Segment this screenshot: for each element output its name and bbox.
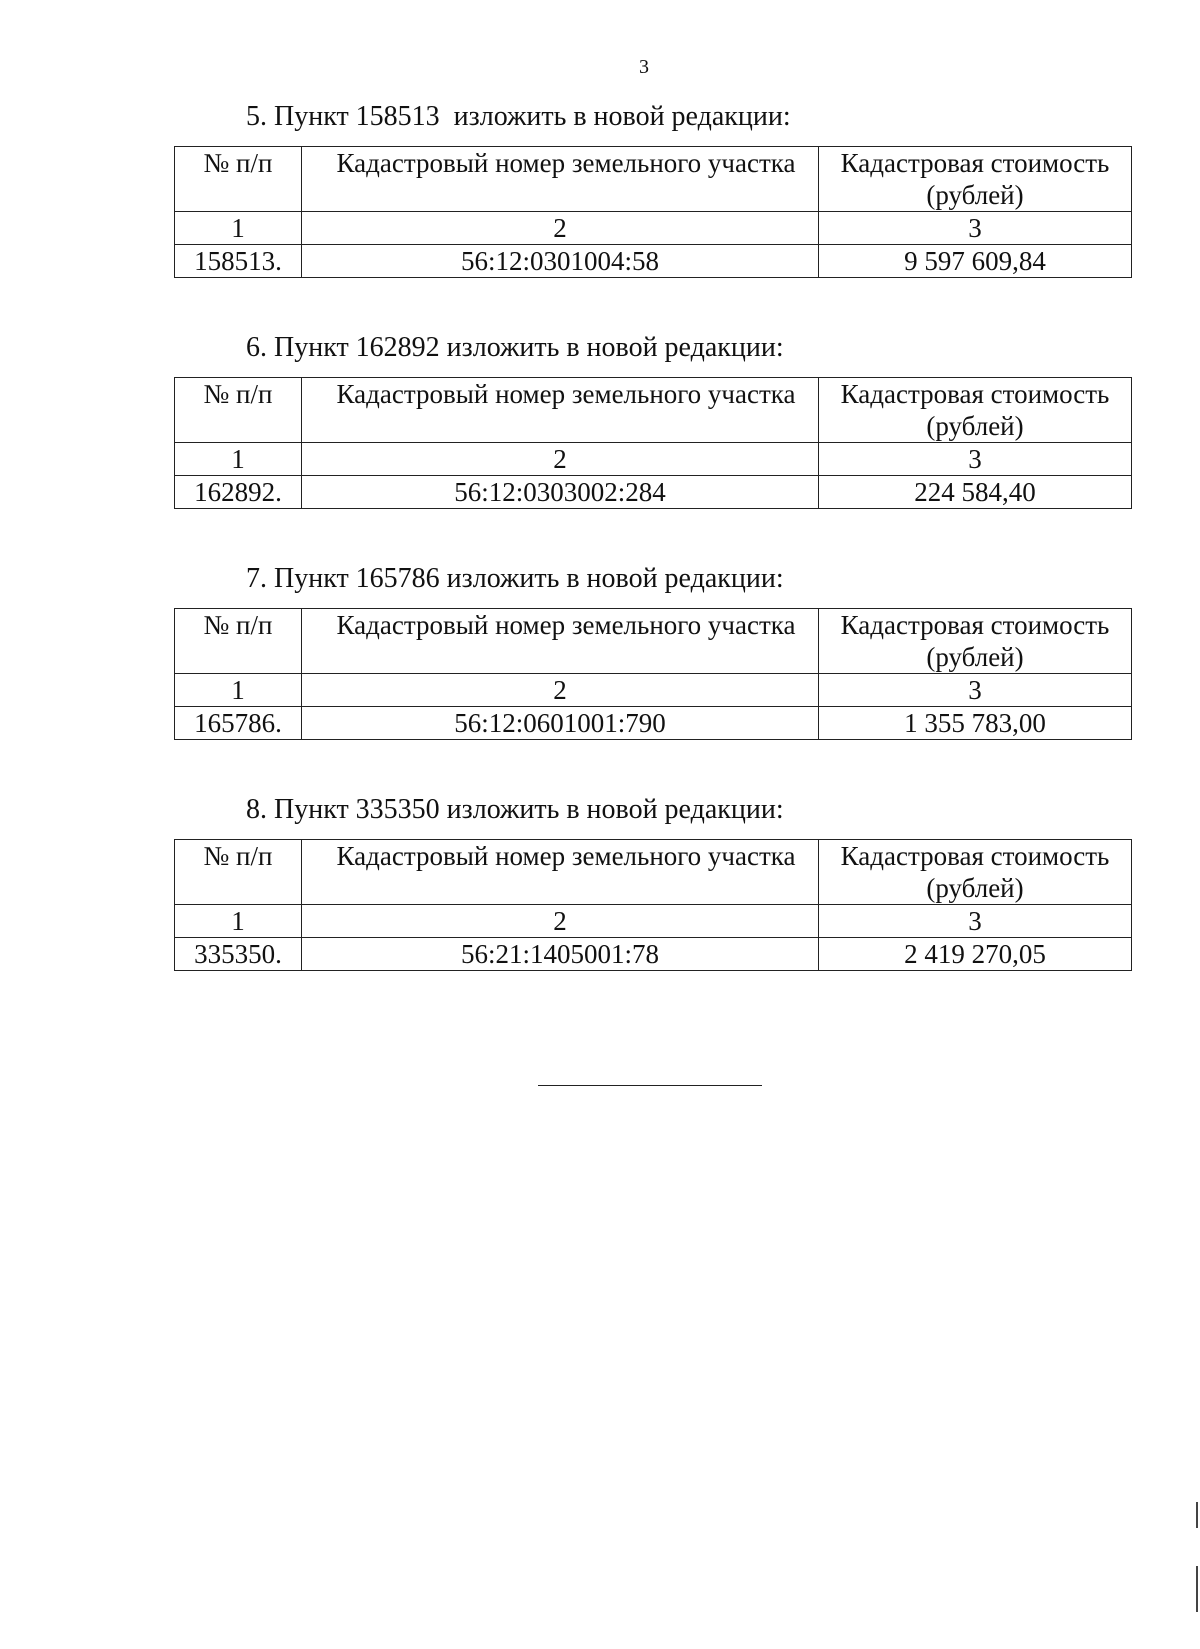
column-number-3: 3 (819, 443, 1132, 476)
header-col-cadastral-value: Кадастровая стоимость (рублей) (819, 840, 1132, 905)
column-number-3: 3 (819, 674, 1132, 707)
column-number-2: 2 (302, 674, 819, 707)
section-heading: 7. Пункт 165786 изложить в новой редакции: (246, 563, 784, 594)
row-cadastral-number: 56:21:1405001:78 (302, 938, 819, 971)
header-col-cadastral-number: Кадастровый номер земельного участка (302, 147, 819, 212)
header-col-cadastral-value: Кадастровая стоимость (рублей) (819, 147, 1132, 212)
table-header-row (175, 378, 1132, 443)
header-col-number: № п/п (175, 147, 302, 212)
section-item-8 (174, 793, 1116, 971)
header-col-number: № п/п (175, 609, 302, 674)
table-row (175, 476, 1132, 509)
header-col-number: № п/п (175, 378, 302, 443)
row-number: 158513. (175, 245, 302, 278)
row-cadastral-number: 56:12:0601001:790 (302, 707, 819, 740)
scan-edge-mark (1196, 1566, 1198, 1612)
row-number: 162892. (175, 476, 302, 509)
separator-line (538, 1085, 762, 1086)
cadastral-table (174, 839, 1132, 971)
column-number-1: 1 (175, 443, 302, 476)
header-col-cadastral-value: Кадастровая стоимость (рублей) (819, 378, 1132, 443)
column-number-1: 1 (175, 674, 302, 707)
header-col-cadastral-number: Кадастровый номер земельного участка (302, 378, 819, 443)
table-column-number-row (175, 443, 1132, 476)
row-cadastral-value: 1 355 783,00 (819, 707, 1132, 740)
header-col-cadastral-number: Кадастровый номер земельного участка (302, 840, 819, 905)
table-row (175, 245, 1132, 278)
header-col-cadastral-value: Кадастровая стоимость (рублей) (819, 609, 1132, 674)
section-heading: 6. Пункт 162892 изложить в новой редакции: (246, 332, 784, 363)
section-item-7 (174, 562, 1116, 740)
row-cadastral-value: 224 584,40 (819, 476, 1132, 509)
column-number-2: 2 (302, 443, 819, 476)
table-column-number-row (175, 212, 1132, 245)
table-row (175, 707, 1132, 740)
table-row (175, 938, 1132, 971)
section-item-6 (174, 331, 1116, 509)
scan-edge-mark (1196, 1502, 1198, 1528)
table-column-number-row (175, 905, 1132, 938)
row-cadastral-value: 9 597 609,84 (819, 245, 1132, 278)
row-cadastral-number: 56:12:0303002:284 (302, 476, 819, 509)
section-heading: 8. Пункт 335350 изложить в новой редакции: (246, 794, 784, 825)
section-item-5 (174, 100, 1116, 278)
column-number-2: 2 (302, 905, 819, 938)
row-number: 165786. (175, 707, 302, 740)
table-header-row (175, 840, 1132, 905)
table-header-row (175, 609, 1132, 674)
cadastral-table (174, 146, 1132, 278)
page-number: 3 (639, 56, 649, 78)
cadastral-table (174, 377, 1132, 509)
column-number-3: 3 (819, 905, 1132, 938)
column-number-3: 3 (819, 212, 1132, 245)
section-heading: 5. Пункт 158513 изложить в новой редакции: (246, 101, 791, 132)
table-column-number-row (175, 674, 1132, 707)
row-cadastral-number: 56:12:0301004:58 (302, 245, 819, 278)
table-header-row (175, 147, 1132, 212)
row-cadastral-value: 2 419 270,05 (819, 938, 1132, 971)
header-col-cadastral-number: Кадастровый номер земельного участка (302, 609, 819, 674)
row-number: 335350. (175, 938, 302, 971)
column-number-1: 1 (175, 212, 302, 245)
column-number-2: 2 (302, 212, 819, 245)
cadastral-table (174, 608, 1132, 740)
column-number-1: 1 (175, 905, 302, 938)
header-col-number: № п/п (175, 840, 302, 905)
